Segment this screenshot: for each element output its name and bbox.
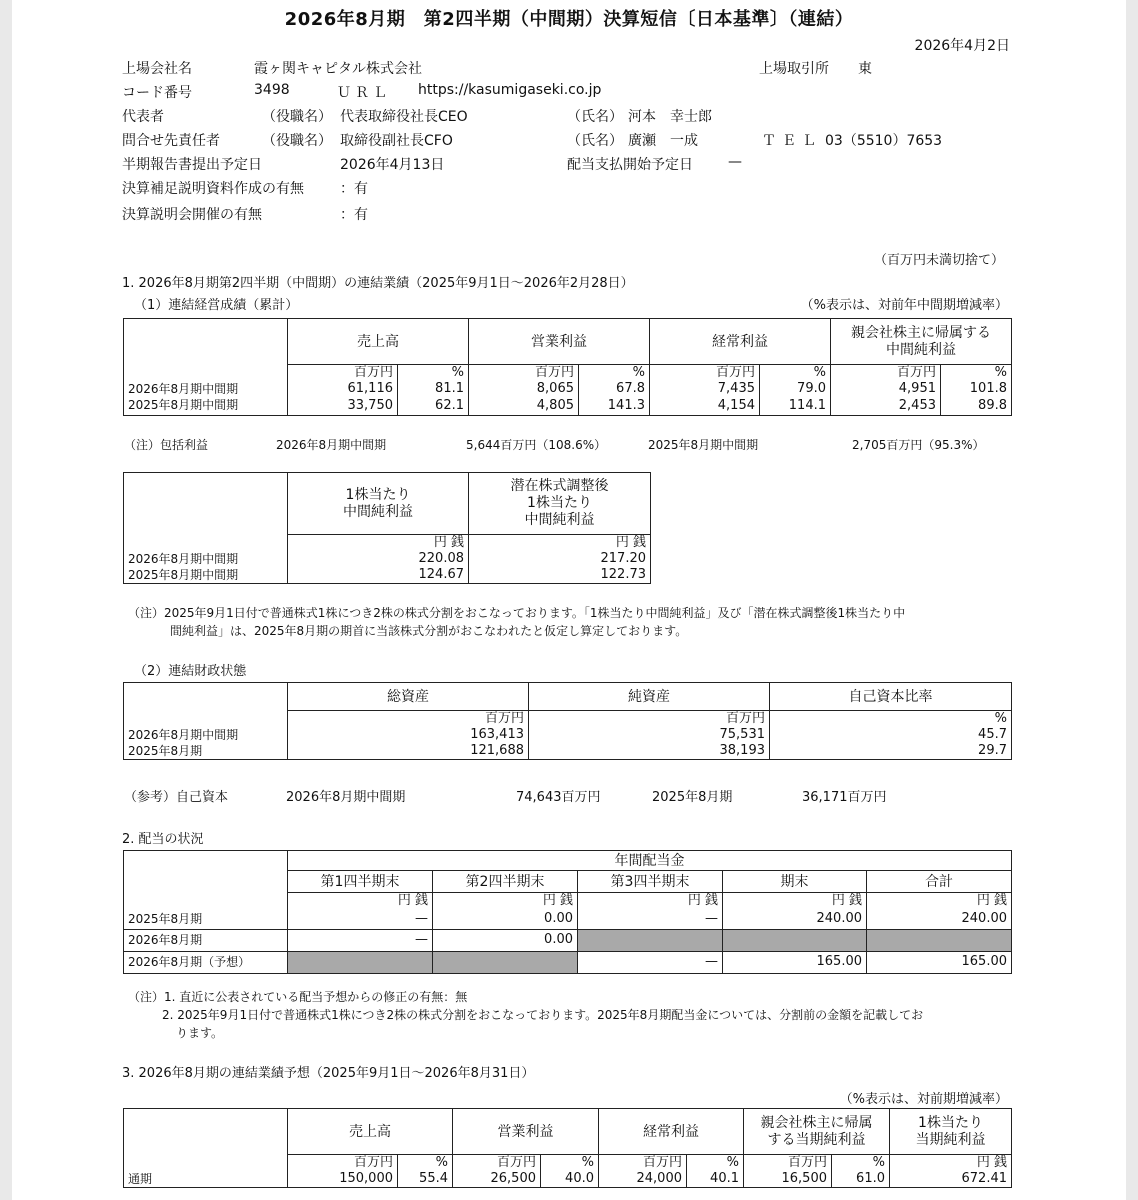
equity-reference-label: （参考）自己資本 (124, 790, 229, 805)
eps-table (123, 472, 651, 584)
representative-label: 代表者 (122, 109, 164, 125)
unit-mil: 百万円 (288, 711, 529, 728)
eps-note-line1: （注）2025年9月1日付で普通株式1株につき2株の株式分割をおこなっております。「1株当たり中間純利益」及び「潜在株式調整後1株当たり中 (128, 606, 906, 620)
header-total-assets: 総資産 (288, 683, 529, 711)
row-label: 2026年8月期中間期 (124, 381, 288, 397)
header-net-income: 親会社株主に帰属 する当期純利益 (744, 1109, 890, 1155)
unit-yen: 円 銭 (890, 1155, 1012, 1172)
supplementary-label: 決算補足説明資料作成の有無 (122, 181, 304, 197)
table-row (124, 567, 651, 584)
cell-equity-ratio: 45.7 (770, 727, 1012, 743)
unit-row-label (124, 1155, 288, 1172)
table-row (124, 743, 1012, 760)
section1-sub2: （2）連結財政状態 (134, 664, 247, 679)
code-value: 3498 (254, 82, 290, 98)
report-date-label: 半期報告書提出予定日 (122, 157, 262, 173)
header-q2: 第2四半期末 (433, 871, 578, 893)
exchange-label: 上場取引所 (759, 61, 829, 77)
dividend-start-value: — (728, 154, 742, 170)
corner-cell (124, 319, 288, 365)
forecast-table (123, 1108, 1012, 1188)
unit-pct: % (687, 1155, 744, 1172)
equity-reference-period2: 2025年8月期 (652, 790, 733, 805)
unit-mil: 百万円 (469, 365, 579, 382)
row-label: 2025年8月期中間期 (124, 567, 288, 584)
cell-diluted-eps: 122.73 (469, 567, 651, 584)
table-row (124, 951, 1012, 973)
section1-heading: 1. 2026年8月期第2四半期（中間期）の連結業績（2025年9月1日～2026年2月28日） (122, 276, 634, 291)
dividends-table (123, 850, 1012, 974)
cell-ord: 7,435 (650, 381, 760, 397)
company-label: 上場会社名 (122, 61, 192, 77)
header-eps: 1株当たり 中間純利益 (288, 473, 469, 535)
cell-op: 8,065 (469, 381, 579, 397)
financial-position-table (123, 682, 1012, 760)
unit-mil: 百万円 (288, 365, 398, 382)
rep-name-label: （氏名） (567, 109, 623, 125)
comprehensive-income-value1: 5,644百万円（108.6%） (466, 438, 607, 452)
cell-q3-shaded (578, 929, 723, 951)
cell-q1: — (288, 929, 433, 951)
contact-name-label: （氏名） (567, 133, 623, 149)
code-label: コード番号 (122, 85, 192, 101)
cell-q2-shaded (433, 951, 578, 973)
cell-net-pct: 89.8 (941, 397, 1012, 416)
cell-ord-pct: 40.1 (687, 1171, 744, 1188)
cell-year-end: 240.00 (723, 909, 867, 929)
comprehensive-income-period1: 2026年8月期中間期 (276, 438, 387, 452)
row-label: 2026年8月期中間期 (124, 551, 288, 567)
cell-ord-pct: 79.0 (760, 381, 831, 397)
comprehensive-income-label: （注）包括利益 (124, 438, 209, 452)
contact-name: 廣瀬 一成 (628, 133, 698, 149)
tel-label: ＴＥＬ (762, 133, 822, 149)
section3-pct-note: （%表示は、対前期増減率） (839, 1092, 1008, 1107)
cell-q1-shaded (288, 951, 433, 973)
unit-pct: % (398, 1155, 453, 1172)
dividend-note2-line2: ります。 (176, 1026, 224, 1040)
header-sales: 売上高 (288, 319, 469, 365)
document-date: 2026年4月2日 (914, 38, 1010, 54)
cell-total-assets: 121,688 (288, 743, 529, 760)
corner-cell (124, 683, 288, 711)
cell-q2: 0.00 (433, 929, 578, 951)
cell-sales-pct: 62.1 (398, 397, 469, 416)
contact-role: 取締役副社長CFO (340, 133, 453, 149)
cell-ord: 4,154 (650, 397, 760, 416)
unit-mil: 百万円 (288, 1155, 398, 1172)
cell-op-pct: 67.8 (579, 381, 650, 397)
equity-reference-period1: 2026年8月期中間期 (286, 790, 406, 805)
url-label: ＵＲＬ (337, 85, 391, 101)
unit-pct: % (398, 365, 469, 382)
rep-role-label: （役職名） (262, 109, 332, 125)
contact-label: 問合せ先責任者 (122, 133, 220, 149)
table-row (124, 381, 1012, 397)
briefing-value: ：有 (340, 207, 368, 223)
unit-row-label (124, 365, 288, 382)
table-row (124, 1171, 1012, 1188)
cell-op-pct: 40.0 (541, 1171, 599, 1188)
cell-diluted-eps: 217.20 (469, 551, 651, 567)
cell-op-pct: 141.3 (579, 397, 650, 416)
cell-q3: — (578, 909, 723, 929)
unit-row-label (124, 711, 288, 728)
unit-pct: % (832, 1155, 890, 1172)
section1-pct-note: （%表示は、対前年中間期増減率） (800, 298, 1008, 313)
row-label: 通期 (124, 1171, 288, 1188)
unit-mil: 百万円 (744, 1155, 832, 1172)
unit-yen: 円 銭 (578, 893, 723, 910)
supplementary-value: ：有 (340, 181, 368, 197)
header-ordinary-profit: 経常利益 (650, 319, 831, 365)
dividend-start-label: 配当支払開始予定日 (567, 157, 693, 173)
equity-reference-value2: 36,171百万円 (802, 790, 887, 805)
header-year-end: 期末 (723, 871, 867, 893)
cell-sales: 150,000 (288, 1171, 398, 1188)
eps-note-line2: 間純利益」は、2025年8月期の期首に当該株式分割がおこなわれたと仮定し算定しております。 (170, 624, 688, 638)
row-label: 2025年8月期 (124, 909, 288, 929)
cell-total-shaded (867, 929, 1012, 951)
unit-mil: 百万円 (599, 1155, 687, 1172)
contact-role-label: （役職名） (262, 133, 332, 149)
table-row (124, 727, 1012, 743)
company-name: 霞ヶ関キャピタル株式会社 (254, 61, 422, 77)
unit-mil: 百万円 (650, 365, 760, 382)
document-page (12, 0, 1126, 1200)
header-q1: 第1四半期末 (288, 871, 433, 893)
header-operating-profit: 営業利益 (469, 319, 650, 365)
cell-sales: 61,116 (288, 381, 398, 397)
cell-year-end-shaded (723, 929, 867, 951)
cell-total: 165.00 (867, 951, 1012, 973)
cell-net-pct: 61.0 (832, 1171, 890, 1188)
corner-cell (124, 851, 288, 893)
cell-net-assets: 75,531 (529, 727, 770, 743)
unit-yen: 円 銭 (867, 893, 1012, 910)
row-label: 2026年8月期（予想） (124, 951, 288, 973)
report-date: 2026年4月13日 (340, 157, 445, 173)
header-net-income: 親会社株主に帰属する 中間純利益 (831, 319, 1012, 365)
unit-mil: 百万円 (453, 1155, 541, 1172)
unit-yen: 円 銭 (469, 535, 651, 552)
header-q3: 第3四半期末 (578, 871, 723, 893)
corner-cell (124, 473, 288, 535)
header-total: 合計 (867, 871, 1012, 893)
cell-sales: 33,750 (288, 397, 398, 416)
unit-pct: % (579, 365, 650, 382)
header-diluted-eps: 潜在株式調整後 1株当たり 中間純利益 (469, 473, 651, 535)
unit-yen: 円 銭 (433, 893, 578, 910)
unit-pct: % (941, 365, 1012, 382)
row-label: 2026年8月期 (124, 929, 288, 951)
cell-net-assets: 38,193 (529, 743, 770, 760)
cell-net: 4,951 (831, 381, 941, 397)
rep-role: 代表取締役社長CEO (340, 109, 468, 125)
header-net-assets: 純資産 (529, 683, 770, 711)
comprehensive-income-value2: 2,705百万円（95.3%） (852, 438, 985, 452)
section3-heading: 3. 2026年8月期の連結業績予想（2025年9月1日～2026年8月31日） (122, 1066, 535, 1081)
section1-sub1: （1）連結経営成績（累計） (134, 298, 299, 313)
cell-net-pct: 101.8 (941, 381, 1012, 397)
cell-total: 240.00 (867, 909, 1012, 929)
url-link[interactable]: https://kasumigaseki.co.jp (418, 82, 602, 98)
header-eps: 1株当たり 当期純利益 (890, 1109, 1012, 1155)
cell-net: 16,500 (744, 1171, 832, 1188)
corner-cell (124, 1109, 288, 1155)
cell-ord-pct: 114.1 (760, 397, 831, 416)
table-row (124, 929, 1012, 951)
cell-net: 2,453 (831, 397, 941, 416)
rep-name: 河本 幸士郎 (628, 109, 712, 125)
section2-heading: 2. 配当の状況 (122, 832, 204, 847)
operating-results-table (123, 318, 1012, 416)
unit-mil: 百万円 (529, 711, 770, 728)
dividend-note2-line1: 2. 2025年9月1日付で普通株式1株につき2株の株式分割をおこなっております。2025年8月期配当金については、分割前の金額を記載してお (162, 1008, 924, 1022)
row-label: 2025年8月期中間期 (124, 397, 288, 416)
cell-sales-pct: 55.4 (398, 1171, 453, 1188)
cell-q2: 0.00 (433, 909, 578, 929)
unit-row-label (124, 893, 288, 910)
row-label: 2025年8月期 (124, 743, 288, 760)
unit-row-label (124, 535, 288, 552)
table-row (124, 909, 1012, 929)
comprehensive-income-period2: 2025年8月期中間期 (648, 438, 759, 452)
table-row (124, 397, 1012, 416)
unit-yen: 円 銭 (288, 535, 469, 552)
unit-mil: 百万円 (831, 365, 941, 382)
table-row (124, 551, 651, 567)
cell-year-end: 165.00 (723, 951, 867, 973)
cell-ord: 24,000 (599, 1171, 687, 1188)
tel-value: 03（5510）7653 (825, 133, 943, 149)
cell-equity-ratio: 29.7 (770, 743, 1012, 760)
cell-q3: — (578, 951, 723, 973)
header-operating-profit: 営業利益 (453, 1109, 599, 1155)
dividend-note1: （注）1. 直近に公表されている配当予想からの修正の有無：無 (128, 990, 468, 1004)
cell-total-assets: 163,413 (288, 727, 529, 743)
unit-yen: 円 銭 (288, 893, 433, 910)
cell-sales-pct: 81.1 (398, 381, 469, 397)
cell-eps: 220.08 (288, 551, 469, 567)
unit-yen: 円 銭 (723, 893, 867, 910)
header-equity-ratio: 自己資本比率 (770, 683, 1012, 711)
cell-eps: 124.67 (288, 567, 469, 584)
rounding-note: （百万円未満切捨て） (873, 253, 1004, 268)
unit-pct: % (770, 711, 1012, 728)
briefing-label: 決算説明会開催の有無 (122, 207, 262, 223)
row-label: 2026年8月期中間期 (124, 727, 288, 743)
cell-op: 4,805 (469, 397, 579, 416)
unit-pct: % (760, 365, 831, 382)
cell-eps: 672.41 (890, 1171, 1012, 1188)
header-sales: 売上高 (288, 1109, 453, 1155)
cell-q1: — (288, 909, 433, 929)
unit-pct: % (541, 1155, 599, 1172)
document-title: 2026年8月期 第2四半期（中間期）決算短信〔日本基準〕（連結） (284, 9, 854, 30)
exchange-value: 東 (858, 61, 872, 77)
equity-reference-value1: 74,643百万円 (516, 790, 601, 805)
header-ordinary-profit: 経常利益 (599, 1109, 744, 1155)
cell-op: 26,500 (453, 1171, 541, 1188)
header-annual-dividend: 年間配当金 (288, 851, 1012, 871)
